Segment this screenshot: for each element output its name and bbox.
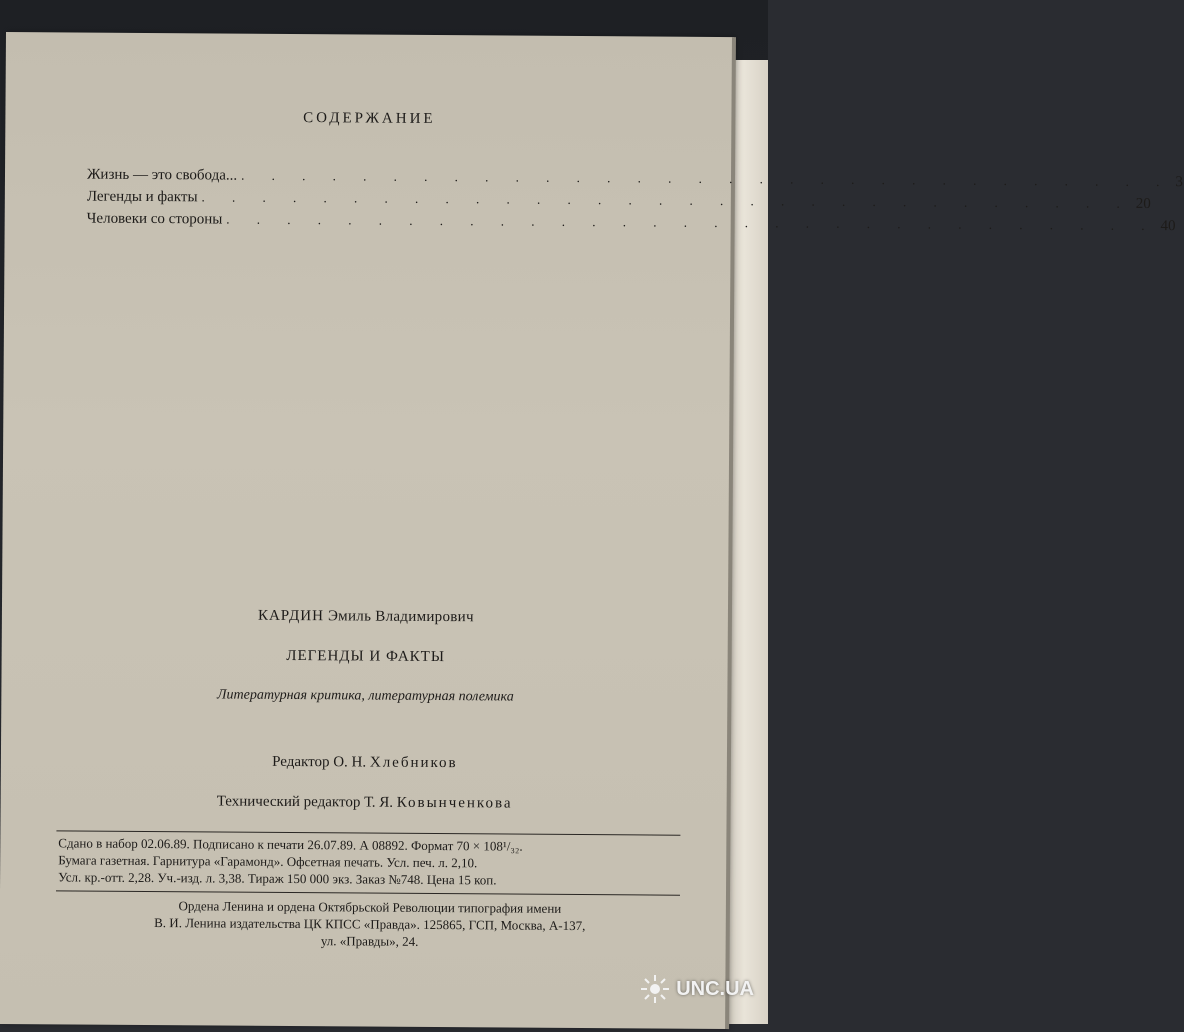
toc-entry-title: Человеки со стороны (86, 210, 223, 228)
tech-editor-label: Технический редактор (216, 793, 361, 811)
watermark-text: UNC.UA (676, 977, 754, 1000)
tech-editor-line (1, 792, 729, 814)
printer-block (58, 896, 682, 951)
tech-editor-initials: Т. Я. (364, 794, 394, 811)
editor-name: Хлебников (369, 754, 458, 772)
toc-leader-dots: . . . . . . . . . . . . . . . . . . . . . . . . . . . . . . . (241, 167, 1172, 190)
book-title: ЛЕГЕНДЫ И ФАКТЫ (286, 647, 446, 666)
imprint-line: Сдано в набор 02.06.89. Подписано к печати 26.07.89. А 08892. Формат 70 × 108¹/₃₂. (58, 835, 523, 854)
contents-heading: СОДЕРЖАНИЕ (303, 110, 436, 128)
printer-line: В. И. Ленина издательства ЦК КПСС «Правда». 125865, ГСП, Москва, А-137, (154, 915, 586, 934)
toc-leader-dots: . . . . . . . . . . . . . . . . . . . . . . . . . . . . . . . (226, 211, 1157, 234)
author-name: Эмиль Владимирович (327, 608, 474, 626)
toc-entry-title: Легенды и факты (86, 188, 198, 206)
imprint-block (58, 834, 682, 889)
book-genre: Литературная критика, литературная полемика (216, 687, 514, 705)
printer-line: Ордена Ленина и ордена Октябрьской Революции типография имени (178, 898, 562, 916)
sun-logo-icon (640, 974, 670, 1004)
printer-line: ул. «Правды», 24. (320, 933, 419, 949)
editor-label: Редактор (272, 753, 330, 771)
toc-entry-page: 20 (1135, 195, 1151, 212)
imprint-line: Бумага газетная. Гарнитура «Гарамонд». Офсетная печать. Усл. печ. л. 2,10. (58, 852, 478, 871)
toc-entry-page: 40 (1160, 218, 1176, 235)
editor-initials: О. Н. (333, 754, 367, 771)
toc-entry-title: Жизнь — это свобода... (86, 166, 238, 184)
watermark (640, 974, 754, 1004)
toc-leader-dots: . . . . . . . . . . . . . . . . . . . . . . . . . . . . . . . (201, 189, 1132, 211)
imprint-line: Усл. кр.-отт. 2,28. Уч.-изд. л. 3,38. Тираж 150 000 экз. Заказ №748. Цена 15 коп. (58, 869, 497, 888)
author-surname: КАРДИН (257, 607, 324, 625)
tech-editor-name: Ковынченкова (396, 794, 513, 812)
toc-entry-page: 3 (1175, 174, 1183, 191)
table-of-contents (86, 166, 1183, 237)
book-page (0, 32, 1183, 1029)
author-line (2, 606, 730, 628)
toc-entry (86, 210, 1176, 237)
imprint-bottom-rule (56, 890, 680, 895)
editor-line (1, 752, 729, 774)
